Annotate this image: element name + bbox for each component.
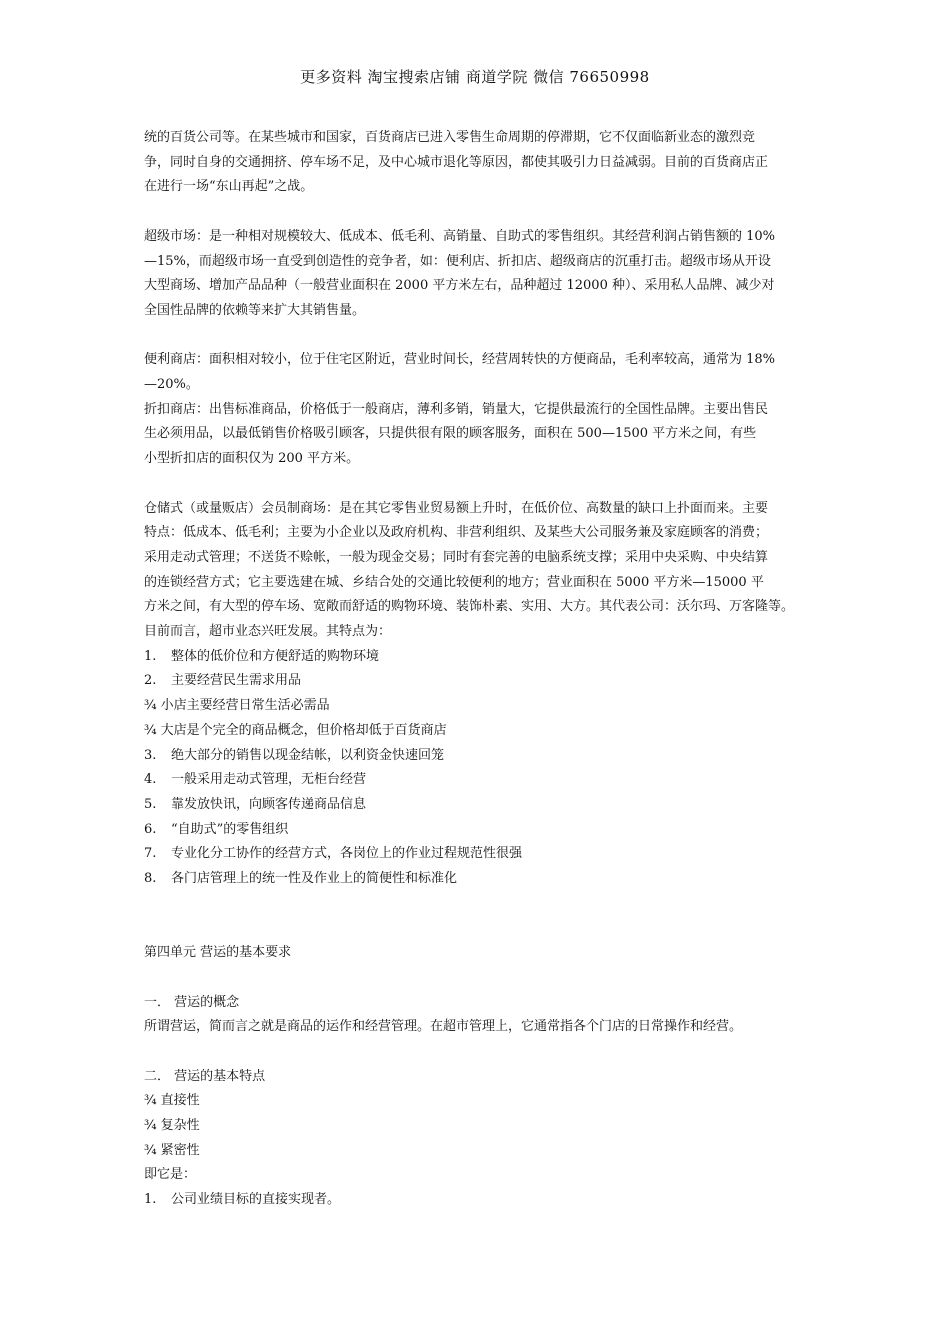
- list-item-text: 靠发放快讯，向顾客传递商品信息: [171, 796, 367, 812]
- list-item: [144, 1114, 816, 1139]
- text-line: 在进行一场“东山再起”之战。: [144, 179, 314, 195]
- list-item: [144, 744, 816, 769]
- text-line: 全国性品牌的依赖等来扩大其销售量。: [144, 302, 366, 318]
- text-line: 的连锁经营方式；它主要选建在城、乡结合处的交通比较便利的地方；营业面积在 5000 平方米—15000 平: [144, 574, 764, 590]
- list-item-text: 小店主要经营日常生活必需品: [160, 698, 330, 714]
- list-item-text: 复杂性: [160, 1118, 200, 1134]
- list-item-text: 紧密性: [160, 1142, 200, 1158]
- text-line: 大型商场、增加产品品种（一般营业面积在 2000 平方米左右，品种超过 12000 种）、采用私人品牌、减少对: [144, 278, 775, 294]
- text-line: 生必须用品，以最低销售价格吸引顾客，只提供很有限的顾客服务，面积在 500—1500 平方米之间，有些: [144, 426, 757, 442]
- list-marker: 6.: [144, 821, 157, 837]
- list-item: [144, 842, 816, 867]
- text-line: 便利商店：面积相对较小，位于住宅区附近，营业时间长，经营周转快的方便商品，毛利率较高，通常为 18%: [144, 352, 776, 368]
- supermarket-paragraph: [144, 225, 816, 324]
- list-item-text: 大店是个完全的商品概念，但价格却低于百货商店: [160, 722, 447, 738]
- text-line: 小型折扣店的面积仅为 200 平方米。: [144, 451, 360, 467]
- list-marker: ¾: [144, 698, 157, 714]
- list-marker: 7.: [144, 846, 157, 862]
- list-marker: 1.: [144, 648, 157, 664]
- list-marker: ¾: [144, 1142, 157, 1158]
- list-item-text: 绝大部分的销售以现金结帐，以利资金快速回笼: [171, 747, 445, 763]
- list-item: [144, 1089, 816, 1114]
- list-item: [144, 645, 816, 670]
- intro-text: 即它是：: [144, 1167, 197, 1183]
- discount-store-paragraph: [144, 398, 816, 472]
- list-item: [144, 793, 816, 818]
- list-item: [144, 719, 816, 744]
- unit-title: 第四单元 营运的基本要求: [144, 945, 292, 961]
- list-marker: ¾: [144, 1118, 157, 1134]
- list-marker: 5.: [144, 796, 157, 812]
- section-heading: 二． 营运的基本特点: [144, 1068, 266, 1084]
- list-item: [144, 867, 816, 892]
- list-item-text: 各门店管理上的统一性及作业上的简便性和标准化: [171, 871, 458, 887]
- text-line: 方米之间，有大型的停车场、宽敞而舒适的购物环境、装饰朴素、实用、大方。其代表公司：沃尔玛、万客隆等。: [144, 599, 795, 615]
- document-body: [144, 126, 816, 1213]
- list-item: [144, 1188, 816, 1213]
- text-line: 统的百货公司等。在某些城市和国家，百货商店已进入零售生命周期的停滞期，它不仅面临新业态的激烈竞: [144, 130, 756, 145]
- list-marker: ¾: [144, 1093, 157, 1109]
- list-item: [144, 669, 816, 694]
- list-marker: 3.: [144, 747, 157, 763]
- list-item-text: 专业化分工协作的经营方式，各岗位上的作业过程规范性很强: [171, 846, 523, 862]
- list-marker: 1.: [144, 1192, 157, 1208]
- section-text: 所谓营运，简而言之就是商品的运作和经营管理。在超市管理上，它通常指各个门店的日常操作和经营。: [144, 1019, 743, 1035]
- text-line: 争，同时自身的交通拥挤、停车场不足，及中心城市退化等原因，都使其吸引力日益减弱。目前的百货商店正: [144, 154, 769, 170]
- text-line: 采用走动式管理；不送货不赊帐，一般为现金交易；同时有套完善的电脑系统支撑；采用中央采购、中央结算: [144, 549, 769, 565]
- list-item: [144, 1139, 816, 1164]
- list-item: [144, 818, 816, 843]
- text-line: 目前而言，超市业态兴旺发展。其特点为：: [144, 624, 392, 640]
- list-item-text: 整体的低价位和方便舒适的购物环境: [171, 648, 380, 664]
- section-heading: 一． 营运的概念: [144, 994, 240, 1010]
- text-line: 仓储式（或量贩店）会员制商场：是在其它零售业贸易额上升时，在低价位、高数量的缺口上扑面而来。主要: [144, 500, 769, 516]
- text-line: 超级市场：是一种相对规模较大、低成本、低毛利、高销量、自助式的零售组织。其经营利润占销售额的 10%: [144, 228, 776, 244]
- department-store-paragraph: [144, 126, 816, 200]
- page-header: 更多资料 淘宝搜索店铺 商道学院 微信 76650998: [300, 68, 650, 86]
- list-item: [144, 768, 816, 793]
- warehouse-store-paragraph: [144, 497, 816, 645]
- list-item-text: 公司业绩目标的直接实现者。: [171, 1192, 341, 1208]
- convenience-store-paragraph: [144, 348, 816, 397]
- text-line: 特点：低成本、低毛利；主要为小企业以及政府机构、非营利组织、及某些大公司服务兼及家庭顾客的消费；: [144, 525, 769, 541]
- list-item-text: “自助式”的零售组织: [171, 821, 289, 837]
- text-line: 折扣商店：出售标准商品，价格低于一般商店，薄利多销，销量大，它提供最流行的全国性品牌。主要出售民: [144, 401, 769, 417]
- list-marker: 2.: [144, 673, 157, 689]
- list-item-text: 直接性: [160, 1093, 200, 1109]
- text-line: —15%，而超级市场一直受到创造性的竞争者，如：便利店、折扣店、超级商店的沉重打击。超级市场从开设: [144, 253, 771, 269]
- list-item-text: 主要经营民生需求用品: [171, 673, 302, 689]
- text-line: —20%。: [144, 377, 199, 392]
- list-item-text: 一般采用走动式管理，无柜台经营: [171, 772, 367, 788]
- list-marker: 4.: [144, 772, 157, 788]
- features-list: [144, 645, 816, 892]
- list-marker: 8.: [144, 871, 157, 887]
- list-marker: ¾: [144, 722, 157, 738]
- list-item: [144, 694, 816, 719]
